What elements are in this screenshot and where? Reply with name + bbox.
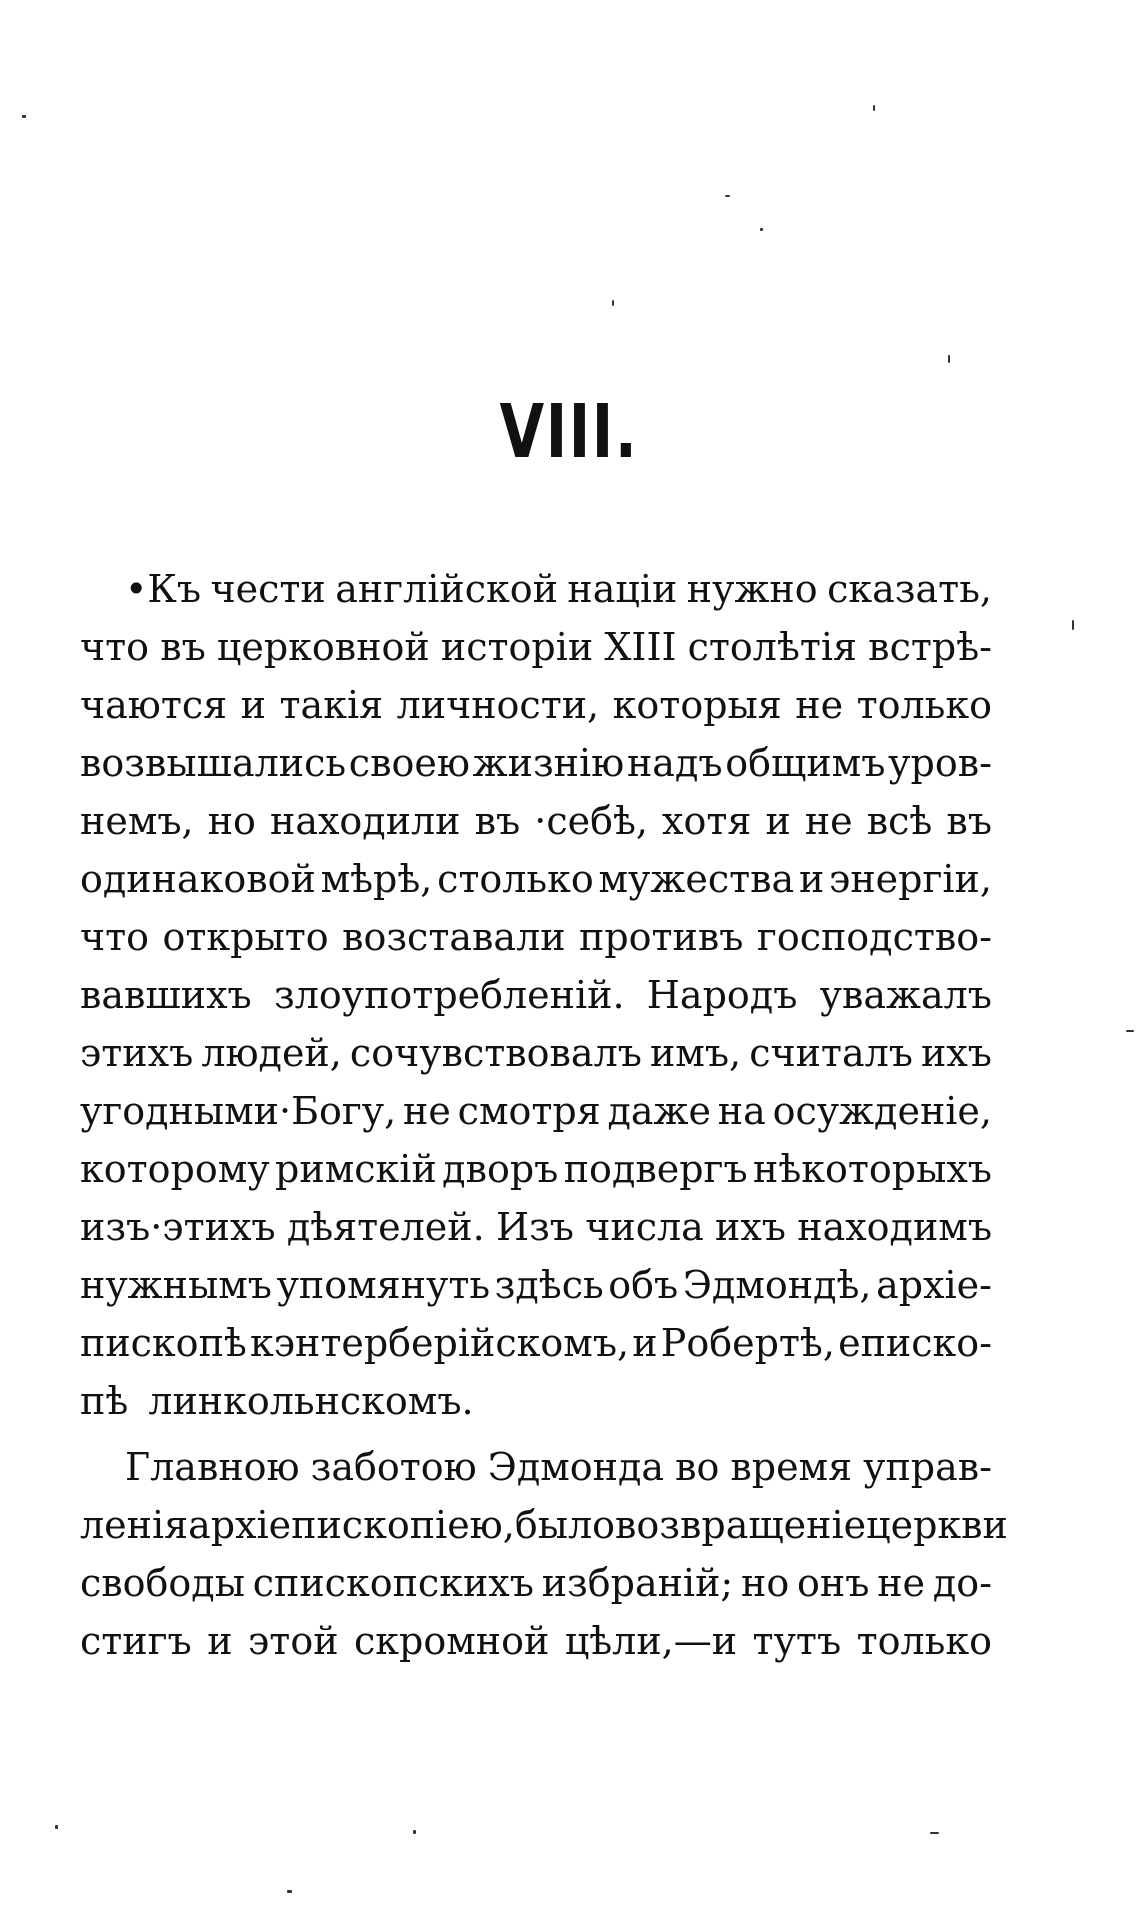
- word: •Къ: [125, 567, 201, 611]
- text-line: [80, 1496, 1008, 1554]
- text-line: [80, 792, 992, 850]
- scan-speck: [948, 355, 950, 363]
- word: не: [795, 683, 844, 727]
- word: числа: [585, 1205, 704, 1249]
- word: подвергъ: [563, 1147, 748, 1191]
- word: не: [804, 799, 853, 843]
- word: церкви: [866, 1503, 1008, 1547]
- word: заботою: [310, 1445, 477, 1489]
- word: объ: [608, 1263, 679, 1307]
- word: которыя: [612, 683, 782, 727]
- word: всѣ: [866, 799, 933, 843]
- word: уров-: [888, 741, 992, 785]
- text-line: [80, 1256, 992, 1314]
- word: сказать,: [827, 567, 992, 611]
- scan-speck: [612, 300, 614, 306]
- word: свободы: [80, 1561, 245, 1605]
- word: угодными·Богу,: [80, 1089, 397, 1133]
- word: въ: [474, 799, 521, 843]
- text-line: [80, 1554, 992, 1612]
- word: ихъ: [921, 1031, 992, 1075]
- word: жизнію: [472, 741, 625, 785]
- word: имъ,: [649, 1031, 742, 1075]
- word: управ-: [863, 1445, 992, 1489]
- word: было: [514, 1503, 615, 1547]
- word: скромной: [354, 1619, 550, 1663]
- word: столѣтія: [687, 625, 858, 669]
- text-line: [80, 908, 992, 966]
- word: не: [403, 1089, 451, 1133]
- word: XIII: [604, 625, 677, 669]
- word: ленія: [80, 1503, 189, 1547]
- word: и: [207, 1619, 233, 1663]
- word: римскій: [275, 1147, 437, 1191]
- word: изъ·этихъ: [80, 1205, 276, 1249]
- word: время: [730, 1445, 853, 1489]
- word: находили: [270, 799, 461, 843]
- word: цѣли,—и: [564, 1619, 738, 1663]
- text-line: пѣ линкольнскомъ.: [80, 1379, 474, 1423]
- text-line: [80, 618, 992, 676]
- word: чаются: [80, 683, 228, 727]
- word: считалъ: [749, 1031, 913, 1075]
- word: во: [675, 1445, 720, 1489]
- word: что: [80, 915, 150, 959]
- word: нужно: [686, 567, 818, 611]
- word: которому: [80, 1147, 270, 1191]
- word: ихъ: [715, 1205, 786, 1249]
- word: онъ: [797, 1561, 870, 1605]
- scan-speck: [873, 105, 875, 111]
- text-line: [80, 676, 992, 734]
- word: что: [80, 625, 150, 669]
- word: кэнтерберійскомъ,: [249, 1321, 630, 1365]
- word: англійской: [335, 567, 558, 611]
- word: встрѣ-: [868, 625, 992, 669]
- word: Эдмонда: [487, 1445, 665, 1489]
- word: мѣрѣ,: [320, 857, 433, 901]
- word: надъ: [626, 741, 723, 785]
- word: смотря: [457, 1089, 601, 1133]
- word: до-: [932, 1561, 992, 1605]
- scan-speck: [1126, 1030, 1134, 1032]
- word: Робертѣ,: [660, 1321, 835, 1365]
- word: возвращеніе: [614, 1503, 867, 1547]
- word: и: [240, 683, 266, 727]
- text-line: [80, 1198, 992, 1256]
- word: вавшихъ: [80, 973, 252, 1017]
- word: осужденіе,: [772, 1089, 992, 1133]
- word: націи: [567, 567, 678, 611]
- text-line: [80, 734, 992, 792]
- paragraph-gap: [80, 1430, 992, 1438]
- word: тутъ: [752, 1619, 842, 1663]
- word: нужнымъ: [80, 1263, 272, 1307]
- word: противъ: [579, 915, 744, 959]
- scan-speck: [725, 195, 730, 197]
- word: Изъ: [495, 1205, 574, 1249]
- text-line: [80, 560, 992, 618]
- scan-speck: [413, 1830, 416, 1834]
- word: этой: [248, 1619, 339, 1663]
- word: злоупотребленій.: [273, 973, 625, 1017]
- text-line: [80, 1438, 992, 1496]
- word: спископскихъ: [252, 1561, 534, 1605]
- word: людей,: [201, 1031, 342, 1075]
- word: на: [717, 1089, 766, 1133]
- word: такія: [279, 683, 384, 727]
- word: еписко-: [838, 1321, 992, 1365]
- word: находимъ: [797, 1205, 992, 1249]
- scan-speck: [930, 1832, 939, 1834]
- word: здѣсь: [494, 1263, 604, 1307]
- scan-speck: [287, 1890, 292, 1893]
- word: мужества: [598, 857, 795, 901]
- word: упомянуть: [276, 1263, 491, 1307]
- word: сочувствовалъ: [349, 1031, 642, 1075]
- word: только: [856, 683, 992, 727]
- word: но: [207, 799, 256, 843]
- word: господство-: [756, 915, 992, 959]
- word: въ: [160, 625, 206, 669]
- word: открыто: [162, 915, 329, 959]
- word: даже: [607, 1089, 711, 1133]
- word: уважалъ: [819, 973, 992, 1017]
- scan-speck: [760, 228, 763, 231]
- text-line: [80, 1082, 992, 1140]
- word: и: [632, 1321, 658, 1365]
- word: избраній;: [541, 1561, 734, 1605]
- word: общимъ: [725, 741, 886, 785]
- word: ·себѣ,: [534, 799, 648, 843]
- scan-speck: [1072, 620, 1074, 630]
- text-line: [80, 850, 992, 908]
- word: но: [741, 1561, 790, 1605]
- text-line: [80, 1314, 992, 1372]
- text-line: [80, 1612, 992, 1670]
- scan-speck: [55, 1825, 58, 1829]
- word: этихъ: [80, 1031, 194, 1075]
- word: стигъ: [80, 1619, 192, 1663]
- text-line: [80, 966, 992, 1024]
- word: немъ,: [80, 799, 194, 843]
- word: Эдмондѣ,: [682, 1263, 872, 1307]
- chapter-heading: VIII.: [499, 389, 639, 475]
- word: не: [877, 1561, 926, 1605]
- word: возставали: [342, 915, 566, 959]
- word: архіепископіею,: [188, 1503, 515, 1547]
- word: церковной: [216, 625, 430, 669]
- word: Главною: [125, 1445, 300, 1489]
- scan-speck: [22, 115, 26, 118]
- word: нѣкоторыхъ: [753, 1147, 992, 1191]
- word: возвышались: [80, 741, 347, 785]
- word: исторіи: [440, 625, 594, 669]
- word: въ: [946, 799, 992, 843]
- word: и: [765, 799, 791, 843]
- word: только: [856, 1619, 992, 1663]
- word: чести: [210, 567, 326, 611]
- word: личности,: [396, 683, 600, 727]
- text-line: [80, 1024, 992, 1082]
- word: хотя: [662, 799, 752, 843]
- word: архіе-: [876, 1263, 992, 1307]
- word: дѣятелей.: [286, 1205, 485, 1249]
- word: столько: [437, 857, 594, 901]
- word: пископѣ: [80, 1321, 247, 1365]
- word: дворъ: [442, 1147, 559, 1191]
- word: и: [798, 857, 825, 901]
- word: своею: [348, 741, 470, 785]
- word: одинаковой: [80, 857, 316, 901]
- word: Народъ: [646, 973, 798, 1017]
- text-line: [80, 1140, 992, 1198]
- word: энергіи,: [829, 857, 992, 901]
- body-text: [80, 560, 1008, 1670]
